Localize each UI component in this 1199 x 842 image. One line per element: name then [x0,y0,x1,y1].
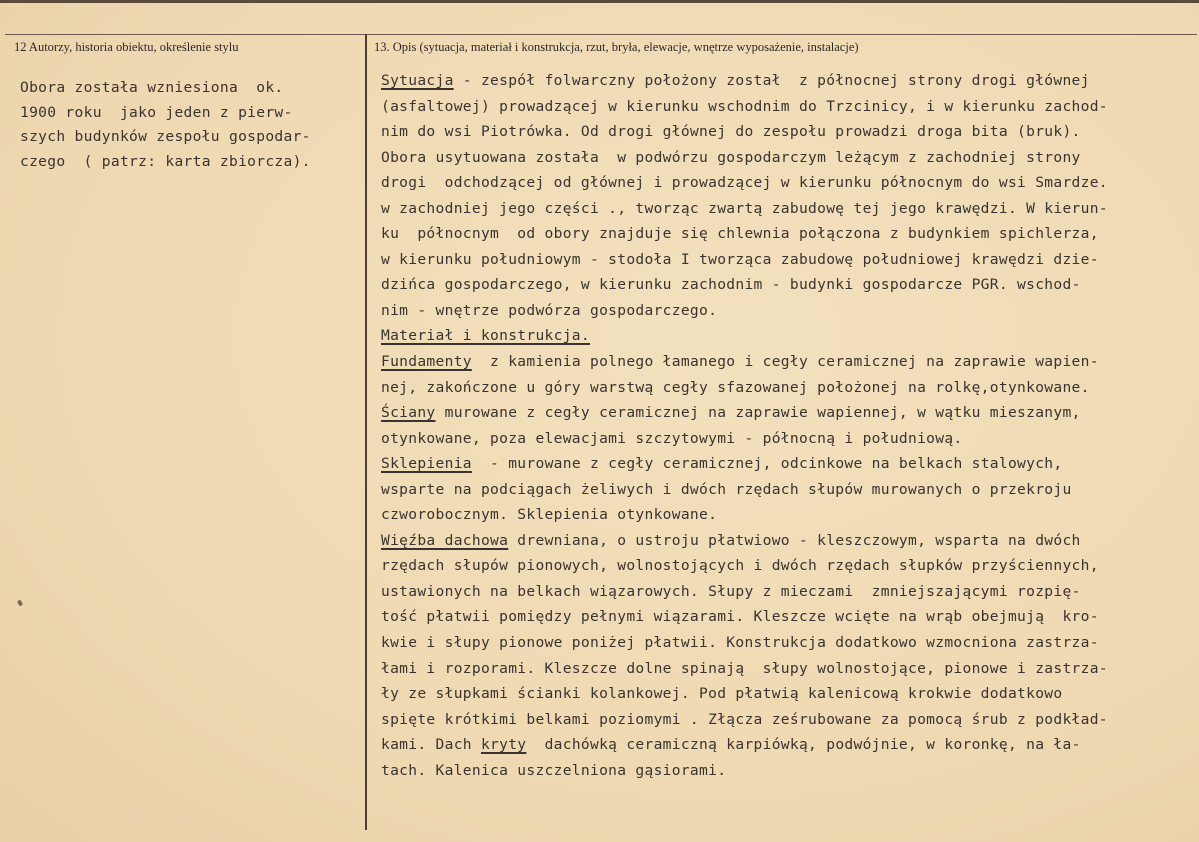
text-line [381,375,1181,401]
text-line [381,528,1181,554]
line-text: murowane z cegły ceramicznej na zaprawie wapiennej, w wątku mieszanym, [435,404,1081,422]
line-text: wsparte na podciągach żeliwych i dwóch rzędach słupów murowanych o przekroju [381,480,1072,498]
text-line [381,170,1181,196]
text-line: Obora została wzniesiona ok. [20,79,284,96]
text-line [381,196,1181,222]
underlined-heading: Ściany [381,404,436,422]
line-text: rzędach słupów pionowych, wolnostojących i dwóch rzędach słupków przyściennych, [381,557,1099,575]
left-column-header: 12 Autorzy, historia obiektu, określenie stylu [14,40,239,54]
line-prefix: kami. Dach [381,736,481,754]
text-line [381,604,1181,630]
text-line [381,68,1181,94]
underlined-heading: Fundamenty [381,353,472,371]
line-text: w kierunku południowym - stodoła I tworząca zabudowę południowej krawędzi dzie- [381,250,1099,268]
column-divider [365,34,367,830]
text-line [381,323,1181,349]
line-text: kwie i słupy pionowe poniżej płatwii. Konstrukcja dodatkowo wzmocniona zastrza- [381,634,1099,652]
text-line [381,145,1181,171]
line-text: (asfaltowej) prowadzącej w kierunku wschodnim do Trzcinicy, i w kierunku zachod- [381,97,1108,115]
underlined-heading: Sklepienia [381,455,472,473]
text-line [381,553,1181,579]
line-text: łami i rozporami. Kleszcze dolne spinają słupy wolnostojące, pionowe i zastrza- [381,659,1108,677]
line-text: drewniana, o ustroju płatwiowo - kleszczowym, wsparta na dwóch [508,531,1081,549]
text-line: szych budynków zespołu gospodar- [20,128,311,146]
text-line [381,400,1181,426]
line-text: nej, zakończone u góry warstwą cegły sfazowanej położonej na rolkę,otynkowane. [381,378,1090,396]
text-line [381,451,1181,477]
line-text: ku północnym od obory znajduje się chlewnia połączona z budynkiem spichlerza, [381,225,1099,243]
right-column-header: 13. Opis (sytuacja, materiał i konstrukcja, rzut, bryła, elewacje, wnętrze wyposażenie, instalacje) [374,40,859,54]
top-edge [0,0,1199,3]
header-divider [5,34,1197,35]
line-text: nim - wnętrze podwórza gospodarczego. [381,301,718,319]
underlined-heading: Sytuacja [381,72,454,89]
line-text: w zachodniej jego części ., tworząc zwartą zabudowę tej jego krawędzi. W kierun- [381,199,1108,217]
line-text: - zespół folwarczny położony został z północnej strony drogi głównej [453,72,1090,89]
text-line [381,630,1181,656]
text-line [381,681,1181,707]
text-line [381,758,1181,784]
description-text [381,68,1181,783]
line-text: z kamienia polnego łamanego i cegły ceramicznej na zaprawie wapien- [471,353,1099,371]
line-text: nim do wsi Piotrówka. Od drogi głównej do zespołu prowadzi droga bita (bruk). [381,123,1081,141]
line-text: tość płatwii pomiędzy pełnymi wiązarami. Kleszcze wcięte na wrąb obejmują kro- [381,608,1099,626]
paper-speck [17,599,23,606]
line-text: dzińca gospodarczego, w kierunku zachodnim - budynki gospodarcze PGR. wschod- [381,276,1081,294]
text-line [381,707,1181,733]
text-line [381,272,1181,298]
text-line [381,247,1181,273]
underlined-heading: Materiał i konstrukcja. [381,327,590,345]
text-line: 1900 roku jako jeden z pierw- [20,103,293,121]
line-text: Obora usytuowana została w podwórzu gospodarczym leżącym z zachodniej strony [381,148,1081,166]
text-line [381,656,1181,682]
line-text: dachówką ceramiczną karpiówką, podwójnie, w koronkę, na ła- [526,736,1081,754]
line-text: otynkowane, poza elewacjami szczytowymi - północną i południową. [381,429,963,447]
line-text: ustawionych na belkach wiązarowych. Słupy z mieczami zmniejszającymi rozpię- [381,582,1081,600]
text-line [381,732,1181,758]
text-line [381,502,1181,528]
line-text: tach. Kalenica uszczelniona gąsiorami. [381,761,727,779]
text-line [381,477,1181,503]
text-line [381,579,1181,605]
text-line [381,221,1181,247]
text-line [381,349,1181,375]
line-text: drogi odchodzącej od głównej i prowadzącej w kierunku północnym do wsi Smardze. [381,174,1108,192]
text-line [381,119,1181,145]
text-line: czego ( patrz: karta zbiorcza). [20,153,311,171]
text-line [381,94,1181,120]
authors-history-text [20,76,350,175]
text-line [381,298,1181,324]
line-text: ły ze słupkami ścianki kolankowej. Pod płatwią kalenicową krokwie dodatkowo [381,685,1063,703]
underlined-heading: kryty [480,736,527,754]
line-text: spięte krótkimi belkami poziomymi . Złącza ześrubowane za pomocą śrub z podkład- [381,710,1108,728]
underlined-heading: Więźba dachowa [381,531,509,549]
text-line [381,426,1181,452]
line-text: czworobocznym. Sklepienia otynkowane. [381,506,718,524]
line-text: - murowane z cegły ceramicznej, odcinkowe na belkach stalowych, [471,455,1063,473]
